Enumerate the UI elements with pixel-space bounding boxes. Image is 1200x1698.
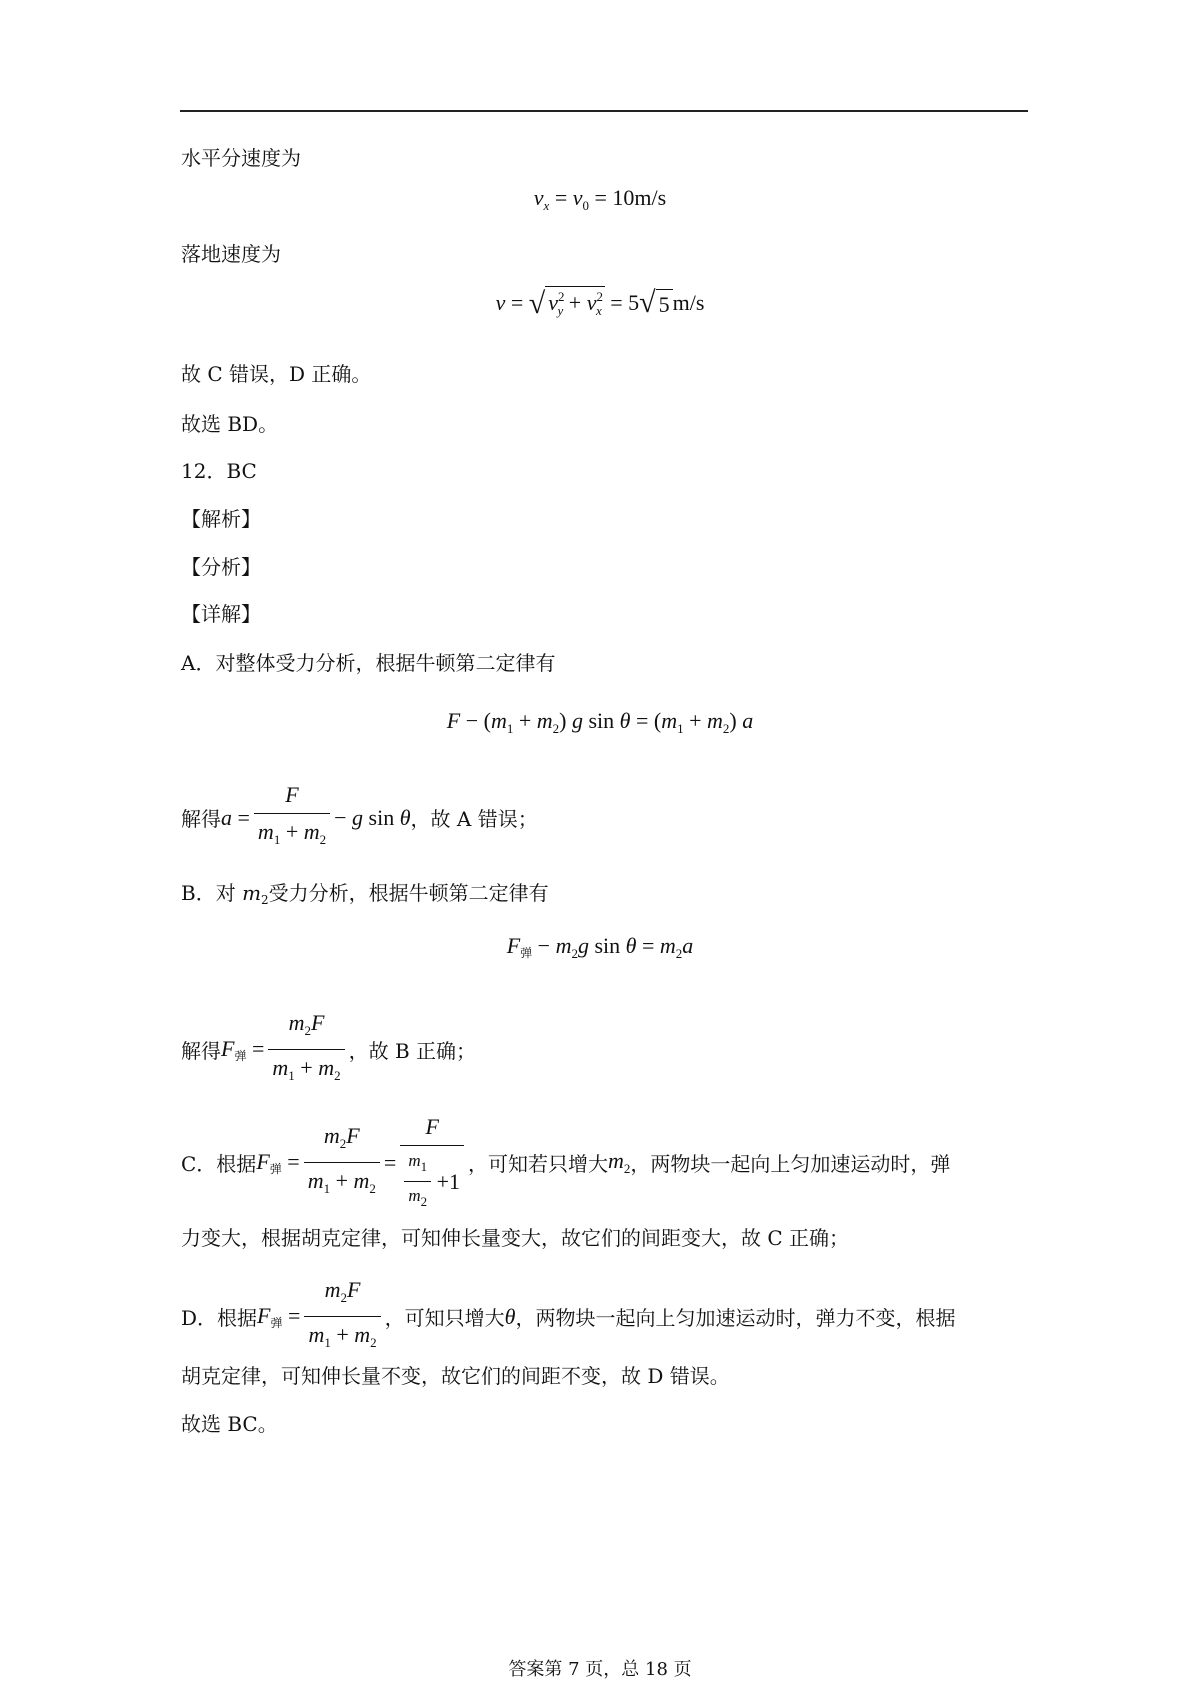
fraction-a: $\frac{F}{m_1 + m_2}$ [254, 780, 330, 855]
text-landing-velocity: 落地速度为 [181, 242, 281, 266]
line-a-result: 解得 a = $\frac{F}{m_1 + m_2}$ − g sin θ ，故 A 错误； [181, 780, 538, 855]
fraction-d: $\frac{m_2F}{m_1 + m_2}$ [304, 1275, 380, 1358]
text-conclusion-cd: 故 C 错误，D 正确。 [181, 362, 372, 386]
line-option-c: C．根据 F弹 = $\frac{m_2F}{m_1 + m_2}$ = F $\frac{m_1}{m_2}$ + 1 ，可知若只增大 $m_2$ ，两物块一起向上匀加速运动时，弹 [181, 1112, 950, 1213]
text-option-d-continued: 胡克定律，可知伸长量不变，故它们的间距不变，故 D 错误。 [181, 1364, 730, 1388]
text-fenxi-heading: 【分析】 [181, 555, 261, 579]
formula-newton-whole: $F - (m_1 + m_2)$ g $\sin \theta = (m_1 + m_2)$ a [446, 708, 754, 736]
text-option-b: B．对 $m_2$受力分析，根据牛顿第二定律有 [181, 881, 549, 907]
formula-v: v = √ $v^2_y + v^2_x$ = 5 √ 5 m/s [495, 285, 705, 320]
fraction-c-2: F $\frac{m_1}{m_2}$ + 1 [400, 1112, 464, 1213]
text-analysis-heading: 【解析】 [181, 507, 261, 531]
text-answer-bd: 故选 BD。 [181, 412, 279, 436]
text-question-12: 12．BC [181, 459, 257, 483]
line-f-spring-result: 解得 F弹 = $\frac{m_2F}{m_1 + m_2}$ ，故 B 正确； [181, 1008, 476, 1091]
fraction-c-1: $\frac{m_2F}{m_1 + m_2}$ [304, 1121, 380, 1204]
line-option-d: D．根据 F弹 = $\frac{m_2F}{m_1 + m_2}$ ，可知只增大 θ ，两物块一起向上匀加速运动时，弹力不变，根据 [181, 1275, 955, 1358]
fraction-f-spring: $\frac{m_2F}{m_1 + m_2}$ [268, 1008, 344, 1091]
formula-newton-m2: F弹 − $m_2g$ $\sin \theta = m_2a$ [506, 933, 694, 961]
page-footer: 答案第 7 页，总 18 页 [508, 1659, 692, 1680]
header-rule [180, 110, 1028, 112]
text-option-a: A．对整体受力分析，根据牛顿第二定律有 [181, 651, 556, 675]
text-detail-heading: 【详解】 [181, 602, 261, 626]
text-horizontal-velocity: 水平分速度为 [181, 146, 301, 170]
text-answer-bc: 故选 BC。 [181, 1412, 278, 1436]
formula-vx: $v_x = v_0 = 10m/s$ [533, 185, 667, 213]
text-option-c-continued: 力变大，根据胡克定律，可知伸长量变大，故它们的间距变大，故 C 正确； [181, 1226, 850, 1250]
